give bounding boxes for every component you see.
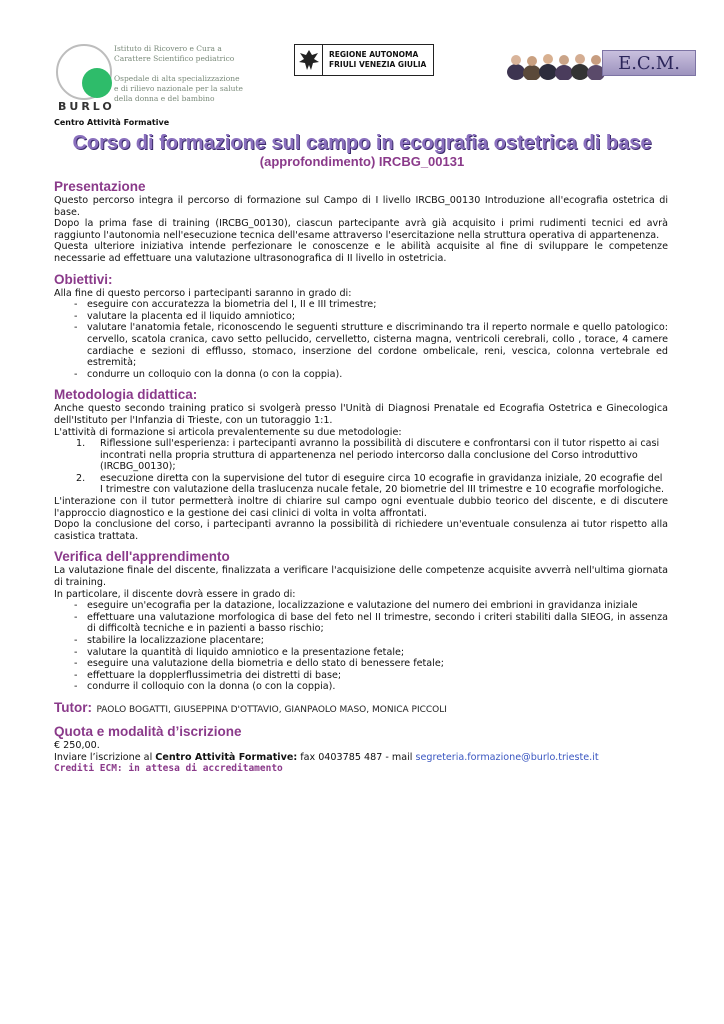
list-item-text: esecuzione diretta con la supervisione del tutor di eseguire circa 10 ecografie in gravidanza iniziale, 20 ecografie del I trimestre con valutazione della traslucenza nucale fetale, 20 biometrie del III trimestre e 10 ecografie morfologiche. xyxy=(100,472,665,496)
quota-iscrizione-line: Inviare l’iscrizione al Centro Attività Formative: fax 0403785 487 - mail segreteria.formazione@burlo.trieste.it xyxy=(54,751,599,763)
section-heading-presentazione: Presentazione xyxy=(54,179,146,194)
group-photo-icon xyxy=(506,48,606,80)
fvg-region-logo xyxy=(294,44,434,76)
verifica-list xyxy=(54,600,668,693)
list-item: - eseguire una valutazione della biometria e dello stato di benessere fetale; xyxy=(74,658,668,670)
quota-price: € 250,00. xyxy=(54,739,100,751)
list-item: - effettuare la dopplerflussimetria dei distretti di base; xyxy=(74,670,668,682)
page-title: Corso di formazione sul campo in ecografia ostetrica di base xyxy=(72,132,652,154)
list-item: - condurre il colloquio con la donna (o con la coppia). xyxy=(74,681,668,693)
list-item: - eseguire con accuratezza la biometria del I, II e III trimestre; xyxy=(74,299,668,311)
burlo-description-bottom: Ospedale di alta specializzazione e di rilievo nazionale per la salute della donna e del bambino xyxy=(114,74,243,103)
burlo-dot-icon xyxy=(82,68,112,98)
burlo-logo xyxy=(52,40,242,114)
presentazione-paragraph-1: Questo percorso integra il percorso di formazione sul Campo di I livello IRCBG_00130 Introduzione all'ecografia ostetrica di base. xyxy=(54,195,668,218)
presentazione-paragraph-2: Dopo la prima fase di training (IRCBG_00130), ciascun partecipante avrà già acquisito i primi rudimenti tecnici ed avrà raggiunto l'autonomia nell'esecuzione tecnica dell'esame attraverso l'esercitazione nella struttura operativa di appartenenza. xyxy=(54,218,668,241)
list-item: - eseguire un'ecografia per la datazione, localizzazione e valutazione del numero dei embrioni in gravidanza iniziale xyxy=(74,600,668,612)
burlo-description-top: Istituto di Ricovero e Cura a Carattere Scientifico pediatrico xyxy=(114,44,235,63)
ecm-logo xyxy=(506,44,696,80)
list-number: 2. xyxy=(76,472,86,484)
list-item xyxy=(76,438,668,473)
list-item xyxy=(76,473,668,496)
metodologia-list xyxy=(54,438,668,496)
burlo-name: BURLO xyxy=(58,100,115,113)
document-header xyxy=(0,0,724,118)
list-item-text: Riflessione sull'esperienza: i partecipanti avranno la possibilità di discutere e confrontarsi con il tutor rispetto ai casi incontrati nella propria struttura di appartenenza nel periodo intercorso dalla conclusione del Corso introduttivo (IRCBG_00130); xyxy=(100,438,660,473)
department-label: Centro Attività Formative xyxy=(54,118,170,127)
section-heading-metodologia: Metodologia didattica: xyxy=(54,387,198,403)
tutor-names: PAOLO BOGATTI, GIUSEPPINA D'OTTAVIO, GIANPAOLO MASO, MONICA PICCOLI xyxy=(96,704,447,715)
list-item: - condurre un colloquio con la donna (o con la coppia). xyxy=(74,369,668,381)
tutor-section xyxy=(54,699,668,717)
list-item: - effettuare una valutazione morfologica di base del feto nel II trimestre, secondo i criteri stabiliti dalla SIEOG, in assenza di difficoltà tecniche e in pazienti a basso rischio; xyxy=(74,612,668,635)
fvg-region-name: REGIONE AUTONOMA FRIULI VENEZIA GIULIA xyxy=(329,50,427,69)
presentazione-paragraph-3: Questa ulteriore iniziativa intende perfezionare le conoscenze e le abilità acquisite al fine di sviluppare le competenze necessarie ad effettuare una valutazione ultrasonografica di II livello in ostetricia. xyxy=(54,241,668,264)
document-body xyxy=(54,172,668,775)
ecm-label: E.C.M. xyxy=(602,50,696,76)
page-subtitle: (approfondimento) IRCBG_00131 xyxy=(259,154,465,169)
metodologia-paragraph-2: L'attività di formazione si articola prevalentemente su due metodologie: xyxy=(54,426,402,438)
verifica-paragraph-2: In particolare, il discente dovrà essere in grado di: xyxy=(54,588,296,600)
section-heading-quota: Quota e modalità d’iscrizione xyxy=(54,723,242,739)
obiettivi-list xyxy=(54,299,668,380)
metodologia-paragraph-4: Dopo la conclusione del corso, i partecipanti avranno la possibilità di richiedere un'eventuale consulenza ai tutor rispetto alla casistica trattata. xyxy=(54,519,668,542)
list-number: 1. xyxy=(76,438,86,450)
section-heading-verifica: Verifica dell'apprendimento xyxy=(54,549,230,565)
list-item: - valutare la quantità di liquido amniotico e la presentazione fetale; xyxy=(74,647,668,659)
obiettivi-intro: Alla fine di questo percorso i partecipanti saranno in grado di: xyxy=(54,287,352,299)
crediti-ecm-note: Crediti ECM: in attesa di accreditamento xyxy=(54,763,283,775)
eagle-icon xyxy=(295,45,323,75)
metodologia-paragraph-3: L'interazione con il tutor permetterà inoltre di chiarire sul campo ogni eventuale dubbio teorico del discente, e di discutere l'approccio diagnostico e la gestione dei casi clinici di volta in volta affrontati. xyxy=(54,496,668,519)
verifica-paragraph-1: La valutazione finale del discente, finalizzata a verificare l'acquisizione delle competenze acquisite avverrà nell'ultima giornata di training. xyxy=(54,565,668,589)
section-heading-obiettivi: Obiettivi: xyxy=(54,271,113,287)
list-item: - valutare la placenta ed il liquido amniotico; xyxy=(74,311,668,323)
list-item: - stabilire la localizzazione placentare; xyxy=(74,635,668,647)
metodologia-paragraph-1: Anche questo secondo training pratico si svolgerà presso l'Unità di Diagnosi Prenatale ed Ecografia Ostetrica e Ginecologica dell'Istituto per l'Infanzia di Trieste, con un tutoraggio 1:1. xyxy=(54,403,668,426)
email-link[interactable]: segreteria.formazione@burlo.trieste.it xyxy=(415,751,599,763)
centro-name: Centro Attività Formative: xyxy=(155,751,298,763)
tutor-label: Tutor: xyxy=(54,699,92,715)
list-item: - valutare l'anatomia fetale, riconoscendo le seguenti strutture e discriminando tra il reperto normale e quello patologico: cervello, scatola cranica, cavo setto pellucido, cervelletto, cisterna magna, ventricoli cerebrali, collo , torace, 4 camere cardiache e sezioni di efflusso, stomaco, inserzione del cordone ombelicale, reni, vescica, colonna vertebrale ed estremità; xyxy=(74,322,668,368)
